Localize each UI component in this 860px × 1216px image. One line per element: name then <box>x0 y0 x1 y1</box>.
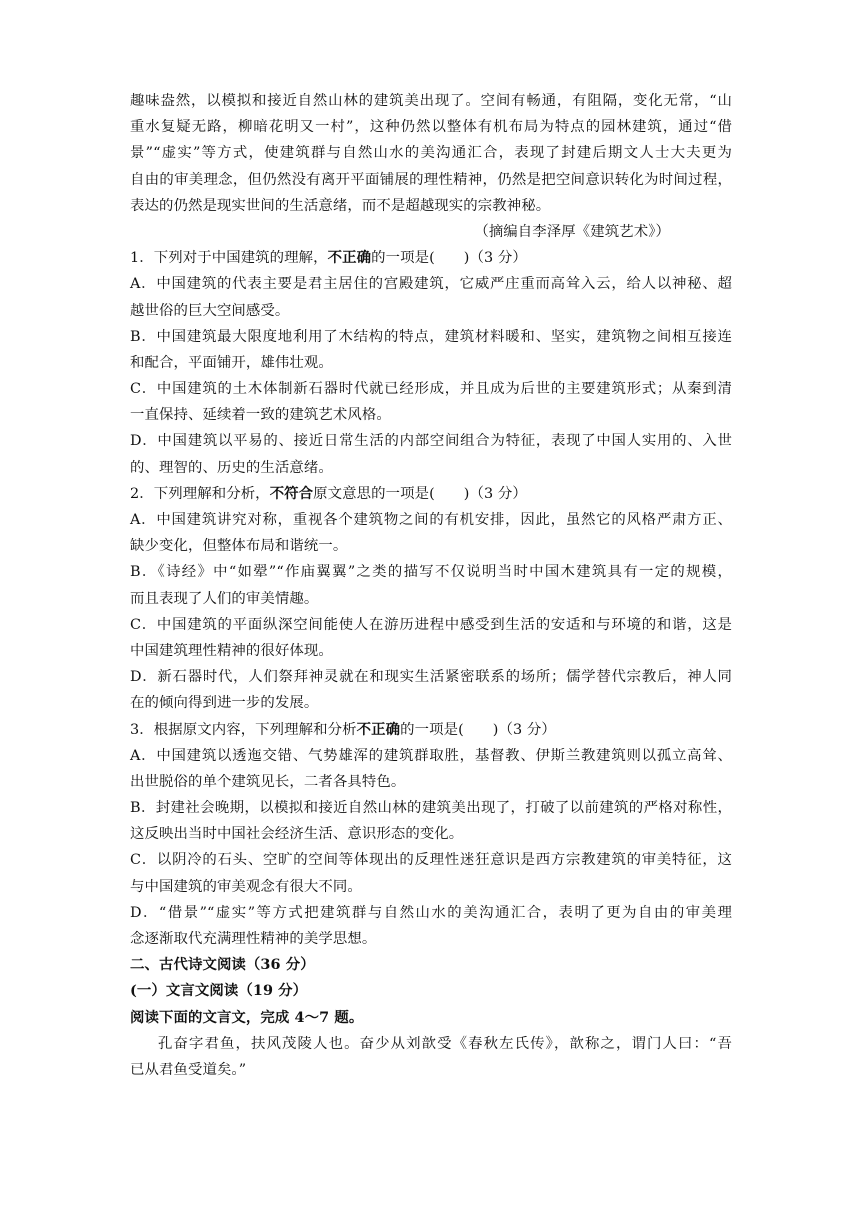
stem-text: 的一项是( )（3 分） <box>400 721 556 738</box>
option-a-cont: 出世脱俗的单个建筑见长，二者各具特色。 <box>130 773 406 790</box>
passage-line: 重水复疑无路，柳暗花明又一村”，这种仍然以整体有机布局为特点的园林建筑，通过“借 <box>130 119 732 136</box>
stem-text: 2．下列理解和分析， <box>130 485 270 502</box>
stem-emphasis: 不符合 <box>269 484 314 502</box>
option-c: C．中国建筑的土木体制新石器时代就已经形成，并且成为后世的主要建筑形式；从秦到清 <box>130 381 732 398</box>
option-d: D．新石器时代，人们祭拜神灵就在和现实生活紧密联系的场所；儒学替代宗教后，神人同 <box>130 669 732 686</box>
question-3 <box>130 717 732 953</box>
option-b-cont: 这反映出当时中国社会经济生活、意识形态的变化。 <box>130 826 464 843</box>
subsection-heading: (一）文言文阅读（19 分） <box>130 982 308 1000</box>
reading-instruction: 阅读下面的文言文，完成 4～7 题。 <box>130 1008 364 1026</box>
option-d: D．“借景”“虚实”等方式把建筑群与自然山水的美沟通汇合，表明了更为自由的审美理 <box>130 904 732 921</box>
passage-line: 自由的审美理念，但仍然没有离开平面铺展的理性精神，仍然是把空间意识转化为时间过程， <box>130 171 732 188</box>
option-a: A．中国建筑的代表主要是君主居住的宫殿建筑，它威严庄重而高耸入云，给人以神秘、超 <box>130 276 732 293</box>
stem-text: 原文意思的一项是( )（3 分） <box>313 485 527 502</box>
document-page <box>130 88 732 1083</box>
section-heading: 二、古代诗文阅读（36 分） <box>130 956 315 974</box>
passage <box>130 88 732 245</box>
option-a-cont: 越世俗的巨大空间感受。 <box>130 302 290 319</box>
option-b: B．中国建筑最大限度地利用了木结构的特点，建筑材料暖和、坚实，建筑物之间相互接连 <box>130 328 732 345</box>
classical-text-line: 已从君鱼受道矣。” <box>130 1061 247 1078</box>
option-a: A．中国建筑以透迤交错、气势雄浑的建筑群取胜，基督教、伊斯兰教建筑则以孤立高耸、 <box>130 747 732 764</box>
question-stem <box>130 245 732 271</box>
classical-text-line: 孔奋字君鱼，扶风茂陵人也。奋少从刘歆受《春秋左氏传》，歆称之，谓门人曰：“吾 <box>158 1035 732 1052</box>
option-d-cont: 的、理智的、历史的生活意绪。 <box>130 459 333 476</box>
option-b: B．《诗经》中“如翚”“作庙翼翼”之类的描写不仅说明当时中国木建筑具有一定的规模， <box>130 564 732 581</box>
passage-source: （摘编自李泽厚《建筑艺术》） <box>474 223 670 240</box>
option-b: B．封建社会晚期，以模拟和接近自然山林的建筑美出现了，打破了以前建筑的严格对称性， <box>130 800 732 817</box>
option-b-cont: 和配合，平面铺开，雄伟壮观。 <box>130 354 333 371</box>
option-d: D．中国建筑以平易的、接近日常生活的内部空间组合为特征，表现了中国人实用的、入世 <box>130 433 732 450</box>
option-c-cont: 中国建筑理性精神的很好体现。 <box>130 642 333 659</box>
option-a: A．中国建筑讲究对称，重视各个建筑物之间的有机安排，因此，虽然它的风格严肃方正、 <box>130 512 732 528</box>
stem-text: 1．下列对于中国建筑的理解， <box>130 250 328 267</box>
question-2 <box>130 481 732 717</box>
question-stem <box>130 481 732 507</box>
option-d-cont: 在的倾向得到进一步的发展。 <box>130 695 319 712</box>
option-c: C．中国建筑的平面纵深空间能使人在游历进程中感受到生活的安适和与环境的和谐，这是 <box>130 616 732 633</box>
question-stem <box>130 717 732 743</box>
stem-emphasis: 不正确 <box>356 720 401 738</box>
question-1 <box>130 245 732 481</box>
option-a-cont: 缺少变化，但整体布局和谐统一。 <box>130 538 348 555</box>
stem-text: 的一项是( )（3 分） <box>371 250 527 267</box>
option-c-cont: 与中国建筑的审美观念有很大不同。 <box>130 878 362 895</box>
option-b-cont: 而且表现了人们的审美情趣。 <box>130 590 319 607</box>
stem-emphasis: 不正确 <box>327 249 372 267</box>
passage-line: 景”“虚实”等方式，使建筑群与自然山水的美沟通汇合，表现了封建后期文人士大夫更为 <box>130 145 732 162</box>
option-c: C．以阴冷的石头、空旷的空间等体现出的反理性迷狂意识是西方宗教建筑的审美特征，这 <box>130 852 732 869</box>
passage-line: 表达的仍然是现实世间的生活意绪，而不是超越现实的宗教神秘。 <box>130 197 551 214</box>
stem-text: 3．根据原文内容，下列理解和分析 <box>130 721 357 738</box>
option-d-cont: 念逐渐取代充满理性精神的美学思想。 <box>130 931 377 947</box>
passage-line: 趣味盎然，以模拟和接近自然山林的建筑美出现了。空间有畅通，有阻隔，变化无常，“山 <box>130 93 732 109</box>
section-2 <box>130 952 732 1083</box>
option-c-cont: 一直保持、延续着一致的建筑艺术风格。 <box>130 407 391 424</box>
